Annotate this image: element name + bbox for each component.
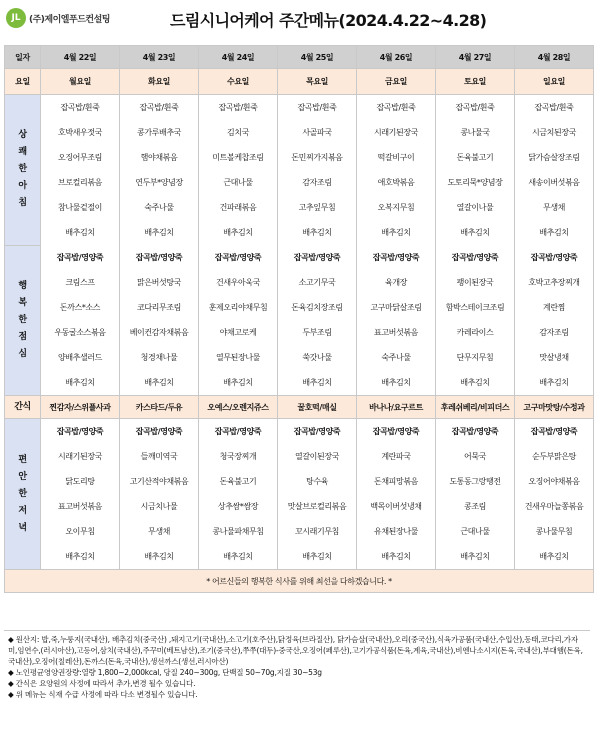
dinner-menu-item: 배추김치 <box>515 544 594 570</box>
breakfast-menu-item: 참나물겉절이 <box>41 195 120 220</box>
breakfast-menu-item: 도토리묵*양념장 <box>436 170 515 195</box>
company-logo <box>6 8 110 28</box>
dinner-menu-item: 시금치나물 <box>120 494 199 519</box>
dinner-menu-item: 배추김치 <box>120 544 199 570</box>
lunch-menu-item: 두부조림 <box>278 320 357 345</box>
breakfast-menu-item: 잡곡밥/흰죽 <box>278 95 357 121</box>
breakfast-label-char: 아 <box>18 181 27 192</box>
footer-note-line: ◆ 노인평균영양권장량:열량 1,800~2,000kcal, 당질 240~300g, 단백질 50~70g,지질 30~53g <box>8 668 322 677</box>
day-cell: 일요일 <box>515 69 594 95</box>
dinner-label-char: 저 <box>18 505 27 516</box>
dinner-menu-item: 잡곡밥/영양죽 <box>41 419 120 445</box>
date-cell: 4월 28일 <box>515 46 594 69</box>
dinner-menu-item: 닭도리탕 <box>41 469 120 494</box>
dinner-menu-item: 배추김치 <box>278 544 357 570</box>
lunch-menu-item: 훈제오리야채무침 <box>199 295 278 320</box>
dinner-menu-item: 순두부맑은탕 <box>515 444 594 469</box>
dinner-menu-item: 표고버섯볶음 <box>41 494 120 519</box>
dinner-menu-item: 도통동그랑땡전 <box>436 469 515 494</box>
breakfast-menu-item: 사골파국 <box>278 120 357 145</box>
lunch-menu-item: 함박스테이크조림 <box>436 295 515 320</box>
lunch-menu-item: 배추김치 <box>199 370 278 396</box>
breakfast-label <box>5 95 41 246</box>
snack-item: 고구마맛탕/수정과 <box>515 396 594 419</box>
lunch-menu-item: 배추김치 <box>515 370 594 396</box>
lunch-menu-item: 배추김치 <box>278 370 357 396</box>
lunch-menu-item: 건새우아욱국 <box>199 270 278 295</box>
day-cell: 금요일 <box>357 69 436 95</box>
date-cell: 4월 27일 <box>436 46 515 69</box>
breakfast-label-char: 침 <box>18 198 27 209</box>
breakfast-menu-item: 건파래볶음 <box>199 195 278 220</box>
dinner-menu-item: 배추김치 <box>357 544 436 570</box>
lunch-label-char: 행 <box>18 280 27 291</box>
day-header-label: 요일 <box>5 69 41 95</box>
date-cell: 4월 25일 <box>278 46 357 69</box>
dinner-menu-item: 들깨미역국 <box>120 444 199 469</box>
breakfast-menu-item: 숙주나물 <box>120 195 199 220</box>
dinner-menu-item: 계란파국 <box>357 444 436 469</box>
breakfast-menu-item: 근대나물 <box>199 170 278 195</box>
breakfast-menu-item: 잡곡밥/흰죽 <box>357 95 436 121</box>
footer-note-line: ◆ 원산지: 밥,죽,누룽지(국내산), 배추김치(중국산) ,돼지고기(국내산),소고기(호주산),닭정육(브라질산), 닭가슴살(국내산),오리(중국산),식육가공품(국내산,수입산),동태,코다리,가자미,임연수,(러시아산),고등어,삼치(국내산),주꾸미(베트남산),조기(중국산),쭈쭈(대두)-중국산,오징어(페루산),고기가공식품(돈육,계육,국내산),비엔나소시지(돈육,국내산),부대햄(돈육, 국내산),오징어(칠레산),돈까스(돈육,국내산),생선까스(생선,러시아산) <box>8 635 583 666</box>
lunch-menu-item: 배추김치 <box>41 370 120 396</box>
lunch-menu-item: 표고버섯볶음 <box>357 320 436 345</box>
lunch-menu-item: 배추김치 <box>436 370 515 396</box>
lunch-menu-item: 호박고추장찌개 <box>515 270 594 295</box>
breakfast-menu-item: 새송이버섯볶음 <box>515 170 594 195</box>
lunch-label-char: 한 <box>18 314 27 325</box>
dinner-menu-item: 돈육불고기 <box>199 469 278 494</box>
breakfast-menu-item: 닭가슴살장조림 <box>515 145 594 170</box>
day-cell: 월요일 <box>41 69 120 95</box>
dinner-label-char: 녁 <box>18 522 27 533</box>
dinner-menu-item: 꼬시래기무침 <box>278 519 357 544</box>
dinner-menu-item: 고기산적야채볶음 <box>120 469 199 494</box>
breakfast-menu-item: 배추김치 <box>436 220 515 245</box>
breakfast-menu-item: 감자조림 <box>278 170 357 195</box>
breakfast-menu-item: 오복지무침 <box>357 195 436 220</box>
breakfast-menu-item: 오징어무조림 <box>41 145 120 170</box>
breakfast-menu-item: 배추김치 <box>199 220 278 245</box>
snack-item: 꿀호떡/매실 <box>278 396 357 419</box>
lunch-menu-item: 코다리무조림 <box>120 295 199 320</box>
lunch-menu-item: 잡곡밥/영양죽 <box>436 245 515 270</box>
breakfast-label-char: 한 <box>18 164 27 175</box>
lunch-menu-item: 잡곡밥/영양죽 <box>278 245 357 270</box>
dinner-menu-item: 상추쌈*쌈장 <box>199 494 278 519</box>
dinner-label <box>5 419 41 570</box>
dinner-menu-item: 잡곡밥/영양죽 <box>515 419 594 445</box>
lunch-menu-item: 숙주나물 <box>357 345 436 370</box>
lunch-menu-item: 베이컨감자채볶음 <box>120 320 199 345</box>
dinner-menu-item: 오징어야채볶음 <box>515 469 594 494</box>
breakfast-menu-item: 애호박볶음 <box>357 170 436 195</box>
dinner-menu-item: 잡곡밥/영양죽 <box>120 419 199 445</box>
lunch-label-char: 점 <box>18 331 27 342</box>
lunch-menu-item: 돈까스*소스 <box>41 295 120 320</box>
breakfast-menu-item: 배추김치 <box>41 220 120 245</box>
dinner-label-char: 안 <box>18 471 27 482</box>
breakfast-menu-item: 호박새우젓국 <box>41 120 120 145</box>
breakfast-menu-item: 배추김치 <box>357 220 436 245</box>
snack-item: 카스타드/두유 <box>120 396 199 419</box>
lunch-menu-item: 청경채나물 <box>120 345 199 370</box>
lunch-menu-item: 소고기무국 <box>278 270 357 295</box>
breakfast-menu-item: 햄야채볶음 <box>120 145 199 170</box>
weekly-menu-table <box>4 45 594 593</box>
date-cell: 4월 22일 <box>41 46 120 69</box>
dinner-label-char: 한 <box>18 488 27 499</box>
day-cell: 화요일 <box>120 69 199 95</box>
dinner-menu-item: 유채된장나물 <box>357 519 436 544</box>
breakfast-menu-item: 콩나물국 <box>436 120 515 145</box>
dinner-menu-item: 오이무침 <box>41 519 120 544</box>
dinner-menu-item: 백목이버섯냉채 <box>357 494 436 519</box>
lunch-menu-item: 맛살냉채 <box>515 345 594 370</box>
breakfast-menu-item: 배추김치 <box>120 220 199 245</box>
breakfast-menu-item: 배추김치 <box>515 220 594 245</box>
lunch-menu-item: 열무된장나물 <box>199 345 278 370</box>
footer-note-line: ◆ 간식은 요양원의 사정에 따라서 추가,변경 될수 있습니다. <box>8 679 196 688</box>
dinner-menu-item: 근대나물 <box>436 519 515 544</box>
lunch-menu-item: 잡곡밥/영양죽 <box>357 245 436 270</box>
snack-item: 찐감자/스위플사과 <box>41 396 120 419</box>
dinner-menu-item: 콩나물파채무침 <box>199 519 278 544</box>
breakfast-label-char: 쾌 <box>18 147 27 158</box>
lunch-menu-item: 쑥갓나물 <box>278 345 357 370</box>
dinner-menu-item: 열갈이된장국 <box>278 444 357 469</box>
dinner-menu-item: 건새우마늘쫑볶음 <box>515 494 594 519</box>
breakfast-menu-item: 잡곡밥/흰죽 <box>515 95 594 121</box>
date-header-label: 일자 <box>5 46 41 69</box>
breakfast-menu-item: 배추김치 <box>278 220 357 245</box>
dinner-menu-item: 콩나물무침 <box>515 519 594 544</box>
lunch-menu-item: 계란찜 <box>515 295 594 320</box>
breakfast-menu-item: 떡갈비구이 <box>357 145 436 170</box>
lunch-menu-item: 감자조림 <box>515 320 594 345</box>
lunch-menu-item: 배추김치 <box>120 370 199 396</box>
day-cell: 수요일 <box>199 69 278 95</box>
dinner-menu-item: 무생채 <box>120 519 199 544</box>
day-cell: 목요일 <box>278 69 357 95</box>
breakfast-menu-item: 시금치된장국 <box>515 120 594 145</box>
dinner-menu-item: 탕수육 <box>278 469 357 494</box>
snack-item: 후레쉬베리/비피더스 <box>436 396 515 419</box>
breakfast-menu-item: 돈육불고기 <box>436 145 515 170</box>
lunch-label-char: 복 <box>18 297 27 308</box>
lunch-menu-item: 잡곡밥/영양죽 <box>515 245 594 270</box>
date-cell: 4월 23일 <box>120 46 199 69</box>
lunch-menu-item: 육개장 <box>357 270 436 295</box>
breakfast-menu-item: 잡곡밥/흰죽 <box>120 95 199 121</box>
breakfast-menu-item: 시래기된장국 <box>357 120 436 145</box>
logo-icon: JL <box>6 8 26 28</box>
dinner-menu-item: 어묵국 <box>436 444 515 469</box>
lunch-label <box>5 245 41 396</box>
breakfast-menu-item: 잡곡밥/흰죽 <box>436 95 515 121</box>
breakfast-menu-item: 연두부*양념장 <box>120 170 199 195</box>
dinner-menu-item: 배추김치 <box>436 544 515 570</box>
dinner-menu-item: 돈채피망볶음 <box>357 469 436 494</box>
dinner-menu-item: 잡곡밥/영양죽 <box>357 419 436 445</box>
date-cell: 4월 26일 <box>357 46 436 69</box>
snack-item: 바나나/요구르트 <box>357 396 436 419</box>
dinner-menu-item: 청국장찌개 <box>199 444 278 469</box>
dinner-menu-item: 잡곡밥/영양죽 <box>199 419 278 445</box>
lunch-menu-item: 카레라이스 <box>436 320 515 345</box>
lunch-menu-item: 단무지무침 <box>436 345 515 370</box>
lunch-menu-item: 크림스프 <box>41 270 120 295</box>
dinner-menu-item: 맛살브로컬리볶음 <box>278 494 357 519</box>
dinner-menu-item: 잡곡밥/영양죽 <box>278 419 357 445</box>
breakfast-menu-item: 고추잎무침 <box>278 195 357 220</box>
breakfast-label-char: 상 <box>18 130 27 141</box>
page-header <box>0 0 598 40</box>
lunch-label-char: 심 <box>18 348 27 359</box>
footer-note-line: ◆ 위 메뉴는 식재 수급 사정에 따라 다소 변경될수 있습니다. <box>8 690 198 699</box>
dinner-menu-item: 콩조림 <box>436 494 515 519</box>
dinner-menu-item: 시래기된장국 <box>41 444 120 469</box>
dinner-menu-item: 배추김치 <box>199 544 278 570</box>
lunch-menu-item: 맑은버섯탕국 <box>120 270 199 295</box>
lunch-menu-item: 양배추샐러드 <box>41 345 120 370</box>
lunch-menu-item: 고구마닭살조림 <box>357 295 436 320</box>
lunch-menu-item: 잡곡밥/영양죽 <box>199 245 278 270</box>
day-cell: 토요일 <box>436 69 515 95</box>
snack-item: 오예스/오렌지쥬스 <box>199 396 278 419</box>
breakfast-menu-item: 브로컬리볶음 <box>41 170 120 195</box>
lunch-menu-item: 돈육김치장조림 <box>278 295 357 320</box>
company-name: (주)제이엘푸드컨설팅 <box>29 14 110 25</box>
breakfast-menu-item: 잡곡밥/흰죽 <box>41 95 120 121</box>
lunch-menu-item: 잡곡밥/영양죽 <box>41 245 120 270</box>
breakfast-menu-item: 김치국 <box>199 120 278 145</box>
breakfast-menu-item: 돈민찌가지볶음 <box>278 145 357 170</box>
dinner-menu-item: 배추김치 <box>41 544 120 570</box>
breakfast-menu-item: 열갈이나물 <box>436 195 515 220</box>
breakfast-menu-item: 콩가루배추국 <box>120 120 199 145</box>
lunch-menu-item: 배추김치 <box>357 370 436 396</box>
page-title: 드림시니어케어 주간메뉴(2024.4.22~4.28) <box>170 11 487 30</box>
lunch-menu-item: 잡곡밥/영양죽 <box>120 245 199 270</box>
lunch-menu-item: 우동굴소스볶음 <box>41 320 120 345</box>
closing-note: * 어르신들의 행복한 식사를 위해 최선을 다하겠습니다. * <box>5 570 594 593</box>
dinner-label-char: 편 <box>18 454 27 465</box>
snack-label: 간식 <box>5 396 41 419</box>
lunch-menu-item: 야채고로케 <box>199 320 278 345</box>
breakfast-menu-item: 미트볼케찹조림 <box>199 145 278 170</box>
breakfast-menu-item: 잡곡밥/흰죽 <box>199 95 278 121</box>
lunch-menu-item: 팽이된장국 <box>436 270 515 295</box>
breakfast-menu-item: 무생채 <box>515 195 594 220</box>
date-cell: 4월 24일 <box>199 46 278 69</box>
dinner-menu-item: 잡곡밥/영양죽 <box>436 419 515 445</box>
footer-notes <box>4 630 590 703</box>
